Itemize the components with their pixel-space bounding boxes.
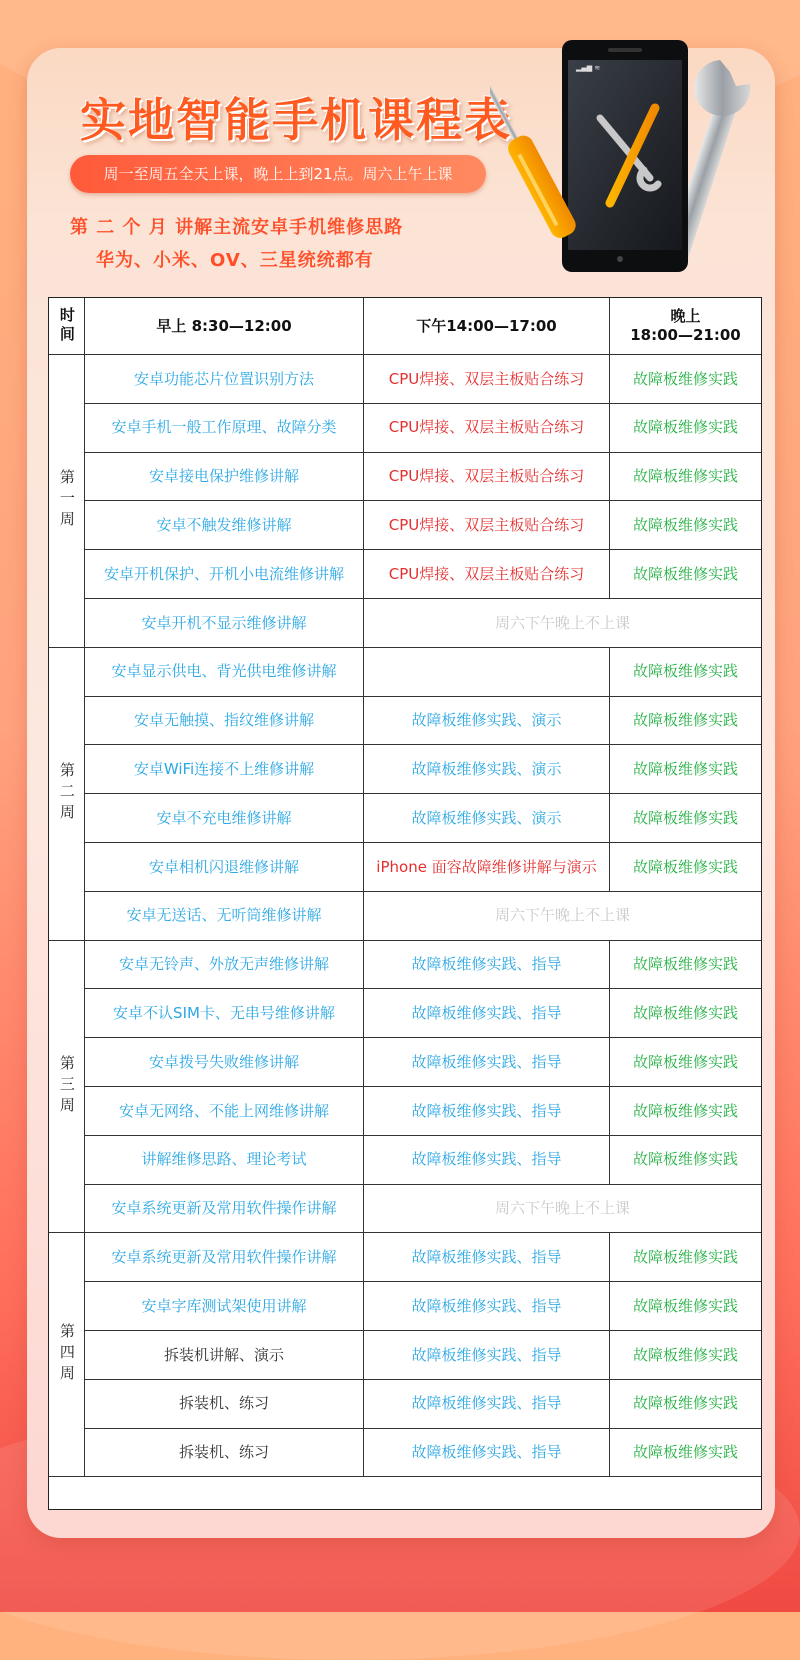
week-label: 第四周 (49, 1233, 85, 1477)
evening-course: 故障板维修实践 (610, 1282, 761, 1331)
evening-course: 故障板维修实践 (610, 989, 761, 1038)
morning-course: 安卓系统更新及常用软件操作讲解 (85, 1233, 364, 1282)
morning-course: 安卓不认SIM卡、无串号维修讲解 (85, 989, 364, 1038)
afternoon-course: iPhone 面容故障维修讲解与演示 (364, 843, 610, 892)
morning-course: 安卓不触发维修讲解 (85, 501, 364, 550)
evening-course: 故障板维修实践 (610, 1380, 761, 1429)
no-class-note: 周六下午晚上不上课 (364, 1185, 761, 1234)
week-label: 第二周 (49, 648, 85, 941)
afternoon-course: 故障板维修实践、指导 (364, 1429, 610, 1478)
header-morning: 早上 8:30—12:00 (85, 298, 364, 355)
afternoon-course: 故障板维修实践、演示 (364, 794, 610, 843)
page-title: 实地智能手机课程表 (80, 93, 512, 147)
header-time: 时间 (49, 298, 85, 355)
phone-tools-illustration (490, 38, 790, 288)
morning-course: 安卓开机保护、开机小电流维修讲解 (85, 550, 364, 599)
morning-course: 安卓显示供电、背光供电维修讲解 (85, 648, 364, 697)
afternoon-course: 故障板维修实践、演示 (364, 745, 610, 794)
no-class-note: 周六下午晚上不上课 (364, 892, 761, 941)
evening-course: 故障板维修实践 (610, 1331, 761, 1380)
header-evening (610, 298, 761, 355)
afternoon-course: 故障板维修实践、指导 (364, 1282, 610, 1331)
morning-course: 安卓拨号失败维修讲解 (85, 1038, 364, 1087)
morning-course: 安卓字库测试架使用讲解 (85, 1282, 364, 1331)
morning-course: 拆装机、练习 (85, 1429, 364, 1478)
evening-course: 故障板维修实践 (610, 745, 761, 794)
evening-course: 故障板维修实践 (610, 404, 761, 453)
morning-course: 安卓无触摸、指纹维修讲解 (85, 697, 364, 746)
evening-course: 故障板维修实践 (610, 794, 761, 843)
afternoon-course: CPU焊接、双层主板贴合练习 (364, 550, 610, 599)
morning-course: 安卓手机一般工作原理、故障分类 (85, 404, 364, 453)
evening-course: 故障板维修实践 (610, 1087, 761, 1136)
no-class-note: 周六下午晚上不上课 (364, 599, 761, 648)
morning-course: 安卓相机闪退维修讲解 (85, 843, 364, 892)
morning-course: 安卓功能芯片位置识别方法 (85, 355, 364, 404)
morning-course: 安卓无网络、不能上网维修讲解 (85, 1087, 364, 1136)
afternoon-course: 故障板维修实践、指导 (364, 1380, 610, 1429)
week-label: 第一周 (49, 355, 85, 648)
morning-course: 拆装机、练习 (85, 1380, 364, 1429)
header-afternoon: 下午14:00—17:00 (364, 298, 610, 355)
evening-course: 故障板维修实践 (610, 1038, 761, 1087)
evening-course: 故障板维修实践 (610, 843, 761, 892)
afternoon-course: CPU焊接、双层主板贴合练习 (364, 355, 610, 404)
evening-course: 故障板维修实践 (610, 941, 761, 990)
afternoon-course: 故障板维修实践、演示 (364, 697, 610, 746)
svg-text:▂▄▆ ≋: ▂▄▆ ≋ (576, 64, 601, 72)
afternoon-course: 故障板维修实践、指导 (364, 1087, 610, 1136)
afternoon-course: 故障板维修实践、指导 (364, 1136, 610, 1185)
evening-course: 故障板维修实践 (610, 1429, 761, 1478)
afternoon-course: 故障板维修实践、指导 (364, 989, 610, 1038)
smartphone-icon (562, 40, 688, 272)
subtitle-month: 第 二 个 月 讲解主流安卓手机维修思路 (70, 217, 404, 238)
afternoon-course (364, 648, 610, 697)
class-hours-banner: 周一至周五全天上课，晚上上到21点。周六上午上课 (70, 155, 486, 193)
morning-course: 拆装机讲解、演示 (85, 1331, 364, 1380)
morning-course: 安卓WiFi连接不上维修讲解 (85, 745, 364, 794)
afternoon-course: 故障板维修实践、指导 (364, 941, 610, 990)
evening-course: 故障板维修实践 (610, 550, 761, 599)
evening-course: 故障板维修实践 (610, 501, 761, 550)
evening-course: 故障板维修实践 (610, 355, 761, 404)
subtitle-brands: 华为、小米、OV、三星统统都有 (96, 250, 374, 271)
afternoon-course: 故障板维修实践、指导 (364, 1038, 610, 1087)
morning-course: 安卓开机不显示维修讲解 (85, 599, 364, 648)
week-label: 第三周 (49, 941, 85, 1234)
afternoon-course: CPU焊接、双层主板贴合练习 (364, 453, 610, 502)
evening-course: 故障板维修实践 (610, 1136, 761, 1185)
afternoon-course: CPU焊接、双层主板贴合练习 (364, 501, 610, 550)
afternoon-course: CPU焊接、双层主板贴合练习 (364, 404, 610, 453)
evening-course: 故障板维修实践 (610, 1233, 761, 1282)
evening-course: 故障板维修实践 (610, 648, 761, 697)
header-evening-evening_line2: 18:00—21:00 (630, 326, 741, 344)
morning-course: 安卓不充电维修讲解 (85, 794, 364, 843)
morning-course: 讲解维修思路、理论考试 (85, 1136, 364, 1185)
schedule-table (48, 297, 762, 1510)
evening-course: 故障板维修实践 (610, 697, 761, 746)
morning-course: 安卓无铃声、外放无声维修讲解 (85, 941, 364, 990)
morning-course: 安卓系统更新及常用软件操作讲解 (85, 1185, 364, 1234)
afternoon-course: 故障板维修实践、指导 (364, 1331, 610, 1380)
morning-course: 安卓接电保护维修讲解 (85, 453, 364, 502)
morning-course: 安卓无送话、无听筒维修讲解 (85, 892, 364, 941)
header-evening-evening_line1: 晚上 (670, 307, 701, 326)
afternoon-course: 故障板维修实践、指导 (364, 1233, 610, 1282)
evening-course: 故障板维修实践 (610, 453, 761, 502)
